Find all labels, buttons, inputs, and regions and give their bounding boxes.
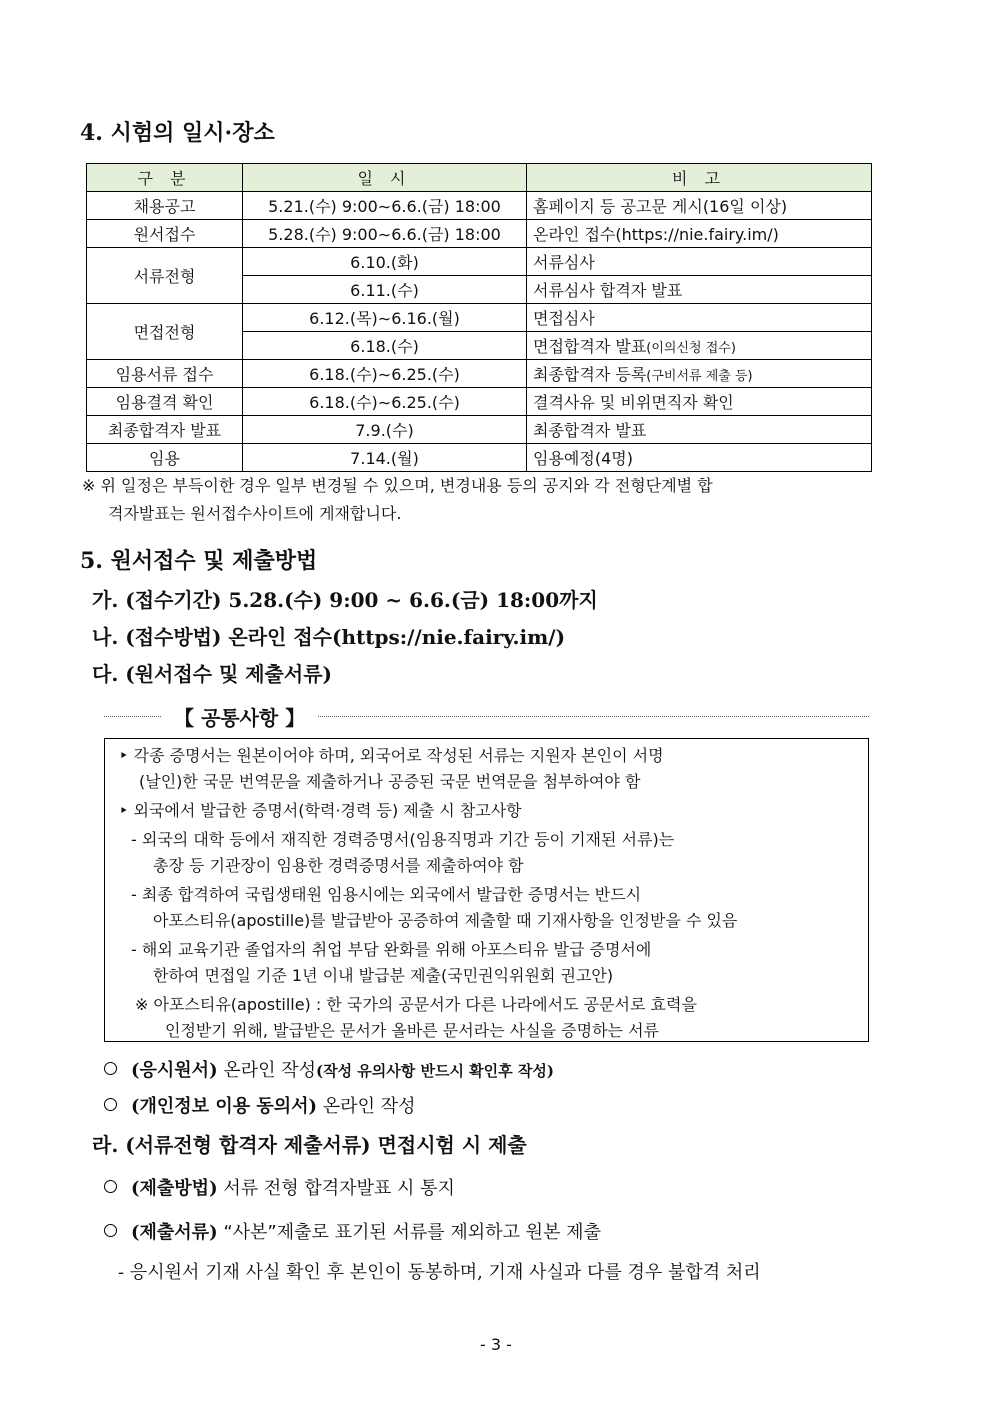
cell-category: 원서접수 xyxy=(87,220,243,248)
box-line: ※ 아포스티유(apostille) : 한 국가의 공문서가 다른 나라에서도 공문서로 효력을 xyxy=(135,995,697,1014)
common-requirements-box xyxy=(104,738,869,1042)
page-number: - 3 - xyxy=(480,1335,512,1354)
box-line: - 해외 교육기관 졸업자의 취업 부담 완화를 위해 아포스티유 발급 증명서에 xyxy=(131,940,652,959)
table-row xyxy=(87,416,872,444)
box-line: (날인)한 국문 번역문을 제출하거나 공증된 국문 번역문을 첨부하여야 함 xyxy=(139,772,641,791)
cell-datetime: 6.12.(목)∼6.16.(월) xyxy=(243,304,527,332)
section-4-title: 4. 시험의 일시·장소 xyxy=(80,120,275,146)
box-line: ‣ 각종 증명서는 원본이어야 하며, 외국어로 작성된 서류는 지원자 본인이 서명 xyxy=(119,746,664,765)
cell-datetime: 7.14.(월) xyxy=(243,444,527,472)
cell-note xyxy=(527,360,872,388)
cell-datetime: 6.10.(화) xyxy=(243,248,527,276)
cell-note xyxy=(527,332,872,360)
application-period: 가. (접수기간) 5.28.(수) 9:00 ~ 6.6.(금) 18:00까지 xyxy=(92,588,598,612)
document-screening-heading: 라. (서류전형 합격자 제출서류) 면접시험 시 제출 xyxy=(92,1133,527,1157)
cell-category: 임용결격 확인 xyxy=(87,388,243,416)
cell-category: 채용공고 xyxy=(87,192,243,220)
cell-note: 서류심사 xyxy=(527,248,872,276)
table-row xyxy=(87,192,872,220)
application-documents-heading: 다. (원서접수 및 제출서류) xyxy=(92,662,332,686)
table-row xyxy=(87,304,872,332)
item-label: (개인정보 이용 동의서) xyxy=(131,1096,318,1117)
cell-note: 홈페이지 등 공고문 게시(16일 이상) xyxy=(527,192,872,220)
common-box-title xyxy=(104,702,869,730)
header-note: 비 고 xyxy=(527,164,872,192)
box-line: 인정받기 위해, 발급받은 문서가 올바른 문서라는 사실을 증명하는 서류 xyxy=(165,1021,659,1040)
cell-note-text: 최종합격자 등록 xyxy=(533,365,647,384)
item-text: 온라인 작성 xyxy=(223,1060,316,1081)
cell-datetime: 7.9.(수) xyxy=(243,416,527,444)
box-line: ‣ 외국에서 발급한 증명서(학력·경력 등) 제출 시 참고사항 xyxy=(119,801,522,820)
box-line: 아포스티유(apostille)를 발급받아 공증하여 제출할 때 기재사항을 인정받을 수 있음 xyxy=(153,911,738,930)
item-label: (제출서류) xyxy=(131,1222,218,1243)
item-submission-documents xyxy=(104,1218,601,1244)
cell-note: 결격사유 및 비위면직자 확인 xyxy=(527,388,872,416)
cell-datetime: 6.18.(수) xyxy=(243,332,527,360)
item-text: 온라인 작성 xyxy=(322,1096,416,1117)
item-label: (제출방법) xyxy=(131,1178,218,1199)
table-header-row xyxy=(87,164,872,192)
cell-note: 최종합격자 발표 xyxy=(527,416,872,444)
box-line: - 외국의 대학 등에서 재직한 경력증명서(임용직명과 기간 등이 기재된 서류)는 xyxy=(131,830,675,849)
item-label: (응시원서) xyxy=(131,1060,218,1081)
cell-note: 온라인 접수(https://nie.fairy.im/) xyxy=(527,220,872,248)
cell-category: 최종합격자 발표 xyxy=(87,416,243,444)
cell-category: 임용 xyxy=(87,444,243,472)
cell-note-small: (이의신청 접수) xyxy=(646,341,736,356)
application-method: 나. (접수방법) 온라인 접수(https://nie.fairy.im/) xyxy=(92,625,566,649)
item-dash-note: - 응시원서 기재 사실 확인 후 본인이 동봉하며, 기재 사실과 다를 경우 불합격 처리 xyxy=(118,1262,761,1283)
item-privacy-consent xyxy=(104,1092,415,1118)
cell-note: 서류심사 합격자 발표 xyxy=(527,276,872,304)
item-text: “사본”제출로 표기된 서류를 제외하고 원본 제출 xyxy=(223,1222,601,1243)
header-category: 구 분 xyxy=(87,164,243,192)
table-row xyxy=(87,248,872,276)
schedule-footnote-line2: 격자발표는 원서접수사이트에 게재합니다. xyxy=(108,504,402,523)
common-box-label: 【 공통사항 】 xyxy=(162,702,317,731)
header-datetime: 일 시 xyxy=(243,164,527,192)
box-line: - 최종 합격하여 국립생태원 임용시에는 외국에서 발급한 증명서는 반드시 xyxy=(131,885,642,904)
item-text: 서류 전형 합격자발표 시 통지 xyxy=(223,1178,455,1199)
cell-datetime: 6.11.(수) xyxy=(243,276,527,304)
box-line: 총장 등 기관장이 임용한 경력증명서를 제출하여야 함 xyxy=(153,856,524,875)
table-row xyxy=(87,444,872,472)
item-submission-method xyxy=(104,1174,455,1200)
cell-datetime: 6.18.(수)∼6.25.(수) xyxy=(243,388,527,416)
circle-bullet-icon xyxy=(104,1180,117,1193)
table-row xyxy=(87,388,872,416)
item-application-form xyxy=(104,1056,554,1082)
circle-bullet-icon xyxy=(104,1098,117,1111)
table-row xyxy=(87,220,872,248)
schedule-table xyxy=(86,163,872,472)
circle-bullet-icon xyxy=(104,1062,117,1075)
cell-note: 면접심사 xyxy=(527,304,872,332)
circle-bullet-icon xyxy=(104,1224,117,1237)
cell-note-small: (구비서류 제출 등) xyxy=(646,369,753,384)
cell-datetime: 5.28.(수) 9:00∼6.6.(금) 18:00 xyxy=(243,220,527,248)
cell-category: 면접전형 xyxy=(87,304,243,360)
box-line: 한하여 면접일 기준 1년 이내 발급분 제출(국민권익위원회 권고안) xyxy=(153,966,614,985)
cell-note: 임용예정(4명) xyxy=(527,444,872,472)
cell-datetime: 6.18.(수)∼6.25.(수) xyxy=(243,360,527,388)
table-row xyxy=(87,360,872,388)
section-5-title: 5. 원서접수 및 제출방법 xyxy=(80,548,318,574)
cell-note-text: 면접합격자 발표 xyxy=(533,337,647,356)
item-note: (작성 유의사항 반드시 확인후 작성) xyxy=(316,1062,554,1080)
cell-category: 임용서류 접수 xyxy=(87,360,243,388)
cell-category: 서류전형 xyxy=(87,248,243,304)
cell-datetime: 5.21.(수) 9:00∼6.6.(금) 18:00 xyxy=(243,192,527,220)
schedule-footnote-line1: ※ 위 일정은 부득이한 경우 일부 변경될 수 있으며, 변경내용 등의 공지와 각 전형단계별 합 xyxy=(82,476,713,495)
